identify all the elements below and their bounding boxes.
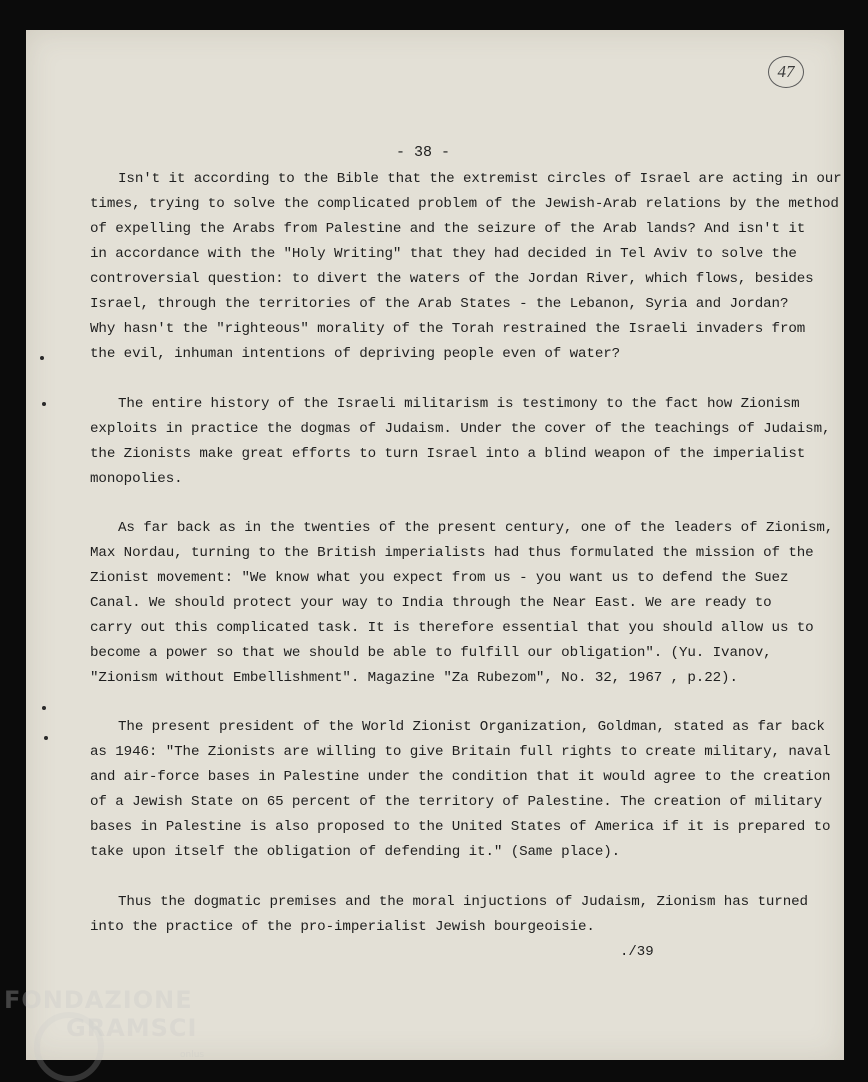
- text-line: Isn't it according to the Bible that the extremist circles of Israel are acting in our: [118, 171, 842, 187]
- text-line: The present president of the World Zionist Organization, Goldman, stated as far back: [118, 719, 825, 735]
- paragraph-2: [90, 392, 831, 492]
- text-line: the evil, inhuman intentions of depriving people even of water?: [90, 346, 621, 362]
- text-line: Israel, through the territories of the Arab States - the Lebanon, Syria and Jordan?: [90, 296, 789, 312]
- paragraph-5: [90, 890, 810, 940]
- archive-number-stamp: 47: [768, 56, 804, 88]
- text-line: the Zionists make great efforts to turn Israel into a blind weapon of the imperialist: [90, 446, 806, 462]
- text-line: monopolies.: [90, 471, 183, 487]
- text-line: "Zionism without Embellishment". Magazine "Za Rubezom", No. 32, 1967 , p.22).: [90, 670, 738, 686]
- text-line: exploits in practice the dogmas of Judaism. Under the cover of the teachings of Judaism,: [90, 421, 831, 437]
- next-page-marker: ./39: [620, 944, 654, 960]
- watermark-line-2: GRAMSCI: [66, 1014, 198, 1042]
- text-line: Why hasn't the "righteous" morality of the Torah restrained the Israeli invaders from: [90, 321, 806, 337]
- watermark-line-1: FONDAZIONE: [4, 986, 193, 1014]
- paragraph-1: [90, 167, 842, 367]
- text-line: into the practice of the pro-imperialist Jewish bourgeoisie.: [90, 919, 595, 935]
- text-line: of a Jewish State on 65 percent of the territory of Palestine. The creation of military: [90, 794, 823, 810]
- text-line: Canal. We should protect your way to India through the Near East. We are ready to: [90, 595, 772, 611]
- text-line: The entire history of the Israeli militarism is testimony to the fact how Zionism: [118, 396, 800, 412]
- text-line: as 1946: "The Zionists are willing to give Britain full rights to create military, naval: [90, 744, 831, 760]
- paragraph-4: [90, 715, 831, 865]
- text-line: times, trying to solve the complicated problem of the Jewish-Arab relations by the method: [90, 196, 839, 212]
- document-page: [26, 30, 844, 1060]
- punch-mark: [44, 736, 48, 740]
- text-line: become a power so that we should be able to fulfill our obligation". (Yu. Ivanov,: [90, 645, 772, 661]
- text-line: Zionist movement: "We know what you expect from us - you want us to defend the Suez: [90, 570, 789, 586]
- punch-mark: [40, 356, 44, 360]
- text-line: take upon itself the obligation of defending it." (Same place).: [90, 844, 621, 860]
- text-line: and air-force bases in Palestine under the condition that it would agree to the creation: [90, 769, 831, 785]
- watermark-line-3: onlus: [180, 1050, 205, 1060]
- page-number: - 38 -: [396, 144, 451, 161]
- punch-mark: [42, 706, 46, 710]
- text-line: As far back as in the twenties of the present century, one of the leaders of Zionism,: [118, 520, 834, 536]
- text-line: Max Nordau, turning to the British imperialists had thus formulated the mission of the: [90, 545, 814, 561]
- paragraph-3: [90, 516, 834, 691]
- text-line: bases in Palestine is also proposed to the United States of America if it is prepared to: [90, 819, 831, 835]
- text-line: controversial question: to divert the waters of the Jordan River, which flows, besides: [90, 271, 814, 287]
- punch-mark: [42, 402, 46, 406]
- text-line: of expelling the Arabs from Palestine and the seizure of the Arab lands? And isn't it: [90, 221, 806, 237]
- text-line: in accordance with the "Holy Writing" that they had decided in Tel Aviv to solve the: [90, 246, 797, 262]
- fondazione-gramsci-watermark: [4, 986, 224, 1076]
- text-line: carry out this complicated task. It is therefore essential that you should allow us to: [90, 620, 814, 636]
- text-line: Thus the dogmatic premises and the moral injuctions of Judaism, Zionism has turned: [118, 894, 808, 910]
